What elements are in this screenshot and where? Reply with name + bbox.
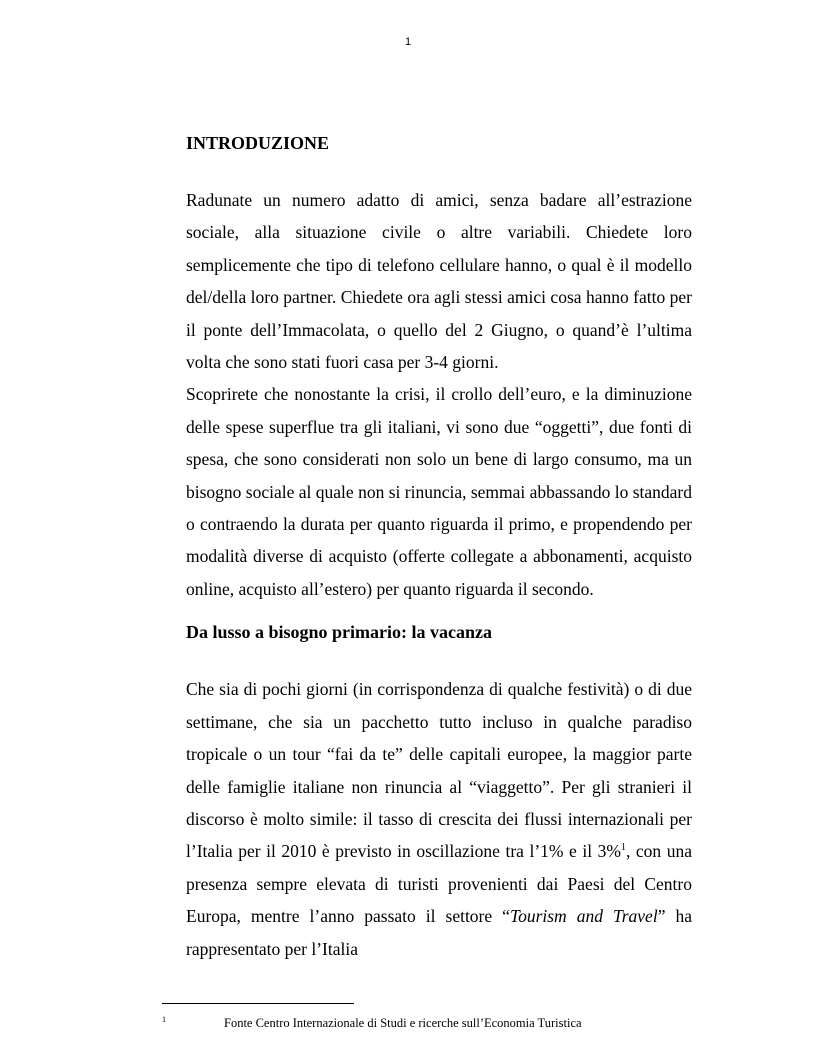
intro-paragraph-2: Scoprirete che nonostante la crisi, il crollo dell’euro, e la diminuzione delle spese superflue tra gli italiani, vi sono due “oggetti”, due fonti di spesa, che sono considerati non solo un bene di largo consumo, ma un bisogno sociale al quale non si rinuncia, semmai abbassando lo standard o contraendo la durata per quanto riguarda il primo, e propendendo per modalità diverse di acquisto (offerte collegate a abbonamenti, acquisto online, acquisto all’estero) per quanto riguarda il secondo. bbox=[186, 384, 692, 599]
intro-paragraph-1: Radunate un numero adatto di amici, senza badare all’estrazione sociale, alla situazione civile o altre variabili. Chiedete loro semplicemente che tipo di telefono cellulare hanno, o qual è il modello del/della loro partner. Chiedete ora agli stessi amici cosa hanno fatto per il ponte dell’Immacolata, o quello del 2 Giugno, o quand’è l’ultima volta che sono stati fuori casa per 3-4 giorni. bbox=[186, 190, 692, 373]
footnote-reference: 1 bbox=[620, 842, 626, 854]
footnote-mark: 1 bbox=[162, 1015, 166, 1024]
intro-heading: INTRODUZIONE bbox=[186, 133, 330, 153]
section-paragraph bbox=[186, 673, 692, 965]
page-number: 1 bbox=[404, 36, 412, 48]
section-text-2: , con una presenza sempre elevata di turisti provenienti dai Paesi del Centro Europa, mentre l’anno passato il settore “ bbox=[186, 841, 692, 927]
footnote-text: Fonte Centro Internazionale di Studi e ricerche sull’Economia Turistica bbox=[224, 1016, 582, 1031]
section-text-3: ” ha rappresentato per l’Italia bbox=[186, 906, 692, 959]
section-heading: Da lusso a bisogno primario: la vacanza bbox=[186, 622, 493, 643]
footnote-divider bbox=[162, 1003, 354, 1004]
page-body bbox=[186, 128, 692, 965]
footnote bbox=[162, 1012, 722, 1031]
section-italic-text: Tourism and Travel bbox=[509, 906, 658, 927]
section-text-1: Che sia di pochi giorni (in corrispondenza di qualche festività) o di due settimane, che sia un pacchetto tutto incluso in qualche paradiso tropicale o un tour “fai da te” delle capitali europee, la maggior parte delle famiglie italiane non rinuncia al “viaggetto”. Per gli stranieri il discorso è molto simile: il tasso di crescita dei flussi internazionali per l’Italia per il 2010 è previsto in oscillazione tra l’1% e il 3% bbox=[186, 679, 692, 862]
